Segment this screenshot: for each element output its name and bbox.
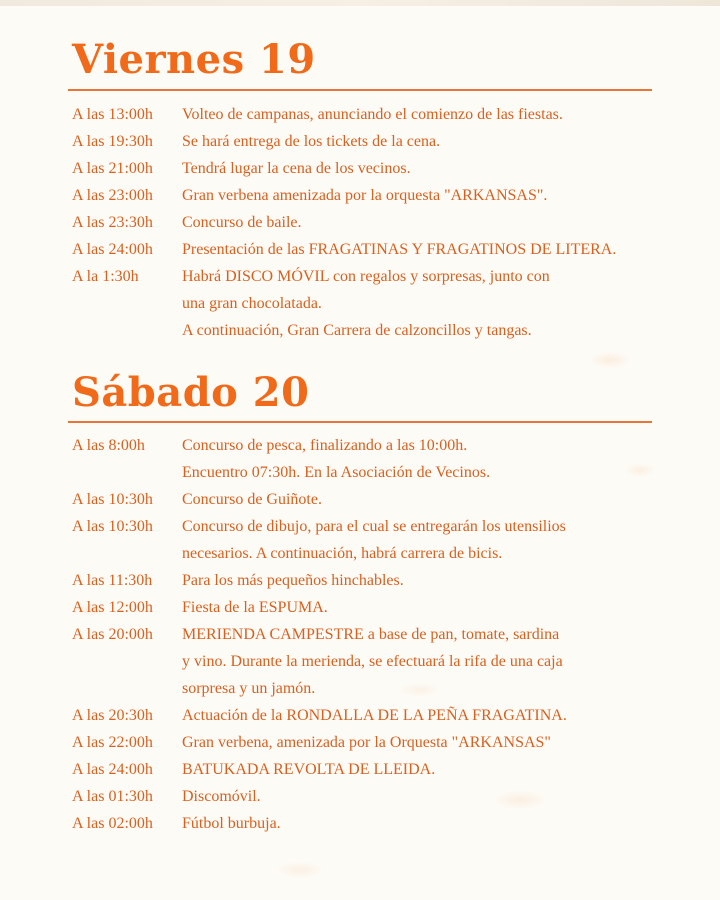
event-description-line: Discomóvil. xyxy=(182,788,261,805)
schedule-sabado xyxy=(0,432,720,837)
event-description xyxy=(182,729,662,756)
schedule-row xyxy=(0,155,720,182)
day-title-sabado: Sábado 20 xyxy=(72,369,310,416)
event-description-line: Se hará entrega de los tickets de la cena. xyxy=(182,133,441,150)
event-description xyxy=(182,209,662,236)
divider-viernes xyxy=(68,89,652,91)
schedule-viernes xyxy=(0,101,720,344)
event-description-line: Habrá DISCO MÓVIL con regalos y sorpresas, junto con xyxy=(182,268,550,285)
event-description-line: MERIENDA CAMPESTRE a base de pan, tomate, sardina xyxy=(182,626,560,643)
event-time: A las 22:00h xyxy=(72,734,153,751)
event-time: A las 20:30h xyxy=(72,707,153,724)
event-description-line: Concurso de dibujo, para el cual se entregarán los utensilios xyxy=(182,518,566,535)
event-description xyxy=(182,182,662,209)
schedule-row xyxy=(0,594,720,621)
top-edge-strip xyxy=(0,0,720,6)
schedule-row xyxy=(0,209,720,236)
event-description xyxy=(182,513,662,567)
event-description xyxy=(182,263,662,344)
event-description-line: Actuación de la RONDALLA DE LA PEÑA FRAGATINA. xyxy=(182,707,567,724)
schedule-row xyxy=(0,702,720,729)
event-description-line: sorpresa y un jamón. xyxy=(182,680,316,697)
event-description xyxy=(182,128,662,155)
event-time: A las 10:30h xyxy=(72,491,153,508)
schedule-row xyxy=(0,621,720,702)
event-description xyxy=(182,810,662,837)
event-description-line: Gran verbena amenizada por la orquesta "ARKANSAS". xyxy=(182,187,548,204)
event-description xyxy=(182,101,662,128)
event-description xyxy=(182,756,662,783)
event-description-line: necesarios. A continuación, habrá carrera de bicis. xyxy=(182,545,503,562)
event-time: A las 23:30h xyxy=(72,214,153,231)
event-description-line: Fútbol burbuja. xyxy=(182,815,281,832)
event-time: A las 21:00h xyxy=(72,160,153,177)
event-description-line: y vino. Durante la merienda, se efectuará la rifa de una caja xyxy=(182,653,563,670)
event-time: A las 01:30h xyxy=(72,788,153,805)
event-description xyxy=(182,594,662,621)
event-time: A las 11:30h xyxy=(72,572,153,589)
day-title-viernes: Viernes 19 xyxy=(72,36,316,83)
event-time: A las 8:00h xyxy=(72,437,145,454)
event-description-line: Concurso de pesca, finalizando a las 10:00h. xyxy=(182,437,468,454)
event-description-line: Tendrá lugar la cena de los vecinos. xyxy=(182,160,411,177)
event-time: A la 1:30h xyxy=(72,268,139,285)
event-description-line: Encuentro 07:30h. En la Asociación de Vecinos. xyxy=(182,464,491,481)
event-description xyxy=(182,486,662,513)
event-time: A las 13:00h xyxy=(72,106,153,123)
event-description xyxy=(182,155,662,182)
event-description xyxy=(182,567,662,594)
event-description xyxy=(182,236,662,263)
event-description-line: BATUKADA REVOLTA DE LLEIDA. xyxy=(182,761,436,778)
event-description-line: A continuación, Gran Carrera de calzoncillos y tangas. xyxy=(182,322,532,339)
event-time: A las 24:00h xyxy=(72,761,153,778)
schedule-row xyxy=(0,236,720,263)
event-time: A las 02:00h xyxy=(72,815,153,832)
schedule-row xyxy=(0,756,720,783)
schedule-row xyxy=(0,729,720,756)
event-description-line: Volteo de campanas, anunciando el comienzo de las fiestas. xyxy=(182,106,563,123)
event-description xyxy=(182,621,662,702)
event-time: A las 19:30h xyxy=(72,133,153,150)
event-description-line: Concurso de Guiñote. xyxy=(182,491,322,508)
schedule-row xyxy=(0,432,720,486)
event-description xyxy=(182,783,662,810)
event-description xyxy=(182,432,662,486)
event-time: A las 24:00h xyxy=(72,241,153,258)
schedule-row xyxy=(0,182,720,209)
schedule-row xyxy=(0,486,720,513)
event-description-line: Gran verbena, amenizada por la Orquesta "ARKANSAS" xyxy=(182,734,551,751)
schedule-row xyxy=(0,783,720,810)
event-time: A las 23:00h xyxy=(72,187,153,204)
schedule-row xyxy=(0,810,720,837)
event-description-line: Presentación de las FRAGATINAS Y FRAGATINOS DE LITERA. xyxy=(182,241,617,258)
event-time: A las 10:30h xyxy=(72,518,153,535)
event-time: A las 12:00h xyxy=(72,599,153,616)
event-description-line: Concurso de baile. xyxy=(182,214,302,231)
event-description-line: una gran chocolatada. xyxy=(182,295,322,312)
event-description xyxy=(182,702,662,729)
event-time: A las 20:00h xyxy=(72,626,153,643)
schedule-row xyxy=(0,263,720,344)
schedule-row xyxy=(0,101,720,128)
schedule-row xyxy=(0,513,720,567)
divider-sabado xyxy=(68,421,652,423)
schedule-row xyxy=(0,128,720,155)
event-description-line: Para los más pequeños hinchables. xyxy=(182,572,404,589)
schedule-row xyxy=(0,567,720,594)
event-description-line: Fiesta de la ESPUMA. xyxy=(182,599,328,616)
